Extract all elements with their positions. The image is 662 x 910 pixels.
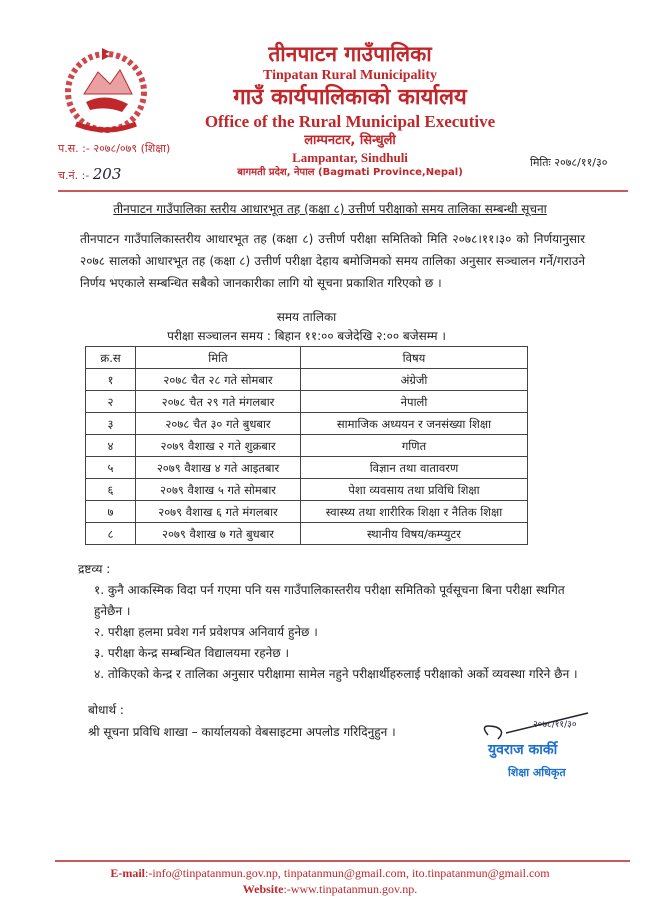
schedule-table: [85, 346, 528, 545]
subject-cell: स्थानीय विषय/कम्प्युटर: [301, 523, 528, 545]
note-item: २. परीक्षा हलमा प्रवेश गर्न प्रवेशपत्र अनिवार्य हुनेछ ।: [94, 625, 318, 639]
letterhead: [170, 42, 530, 180]
province: बागमती प्रदेश, नेपाल (Bagmati Province,Nepal): [237, 167, 463, 178]
subject-cell: विज्ञान तथा वातावरण: [301, 457, 528, 479]
footer-divider: [55, 860, 630, 862]
subject-cell: स्वास्थ्य तथा शारीरिक शिक्षा र नैतिक शिक्षा: [301, 501, 528, 523]
subject: तीनपाटन गाउँपालिका स्तरीय आधारभूत तह (कक्षा ८) उत्तीर्ण परीक्षाको समय तालिका सम्बन्धी सूचना: [113, 202, 547, 216]
table-row: [86, 391, 528, 413]
dispatch-value: 203: [92, 165, 122, 183]
date-cell: २०७८ चैत २९ गते मंगलबार: [136, 391, 301, 413]
sn-cell: ६: [86, 479, 136, 501]
date-cell: २०७९ वैशाख २ गते शुक्रबार: [136, 435, 301, 457]
schedule-title: समय तालिका: [276, 310, 337, 324]
table-row: [86, 369, 528, 391]
place-en: Lampantar, Sindhuli: [292, 150, 408, 165]
dispatch-label: च.नं. :-: [58, 169, 90, 182]
reference-number: प.स. :- २०७८/०७९ (शिक्षा): [58, 142, 171, 155]
cc-heading: बोधार्थ :: [88, 703, 124, 717]
date-cell: २०७९ वैशाख ६ गते मंगलबार: [136, 501, 301, 523]
stamp-title: शिक्षा अधिकृत: [508, 766, 566, 779]
date-cell: २०७८ चैत ३० गते बुधबार: [136, 413, 301, 435]
header-date: मिति: [136, 347, 301, 369]
table-row: [86, 479, 528, 501]
signature-date: २०७८/११/३०: [533, 720, 577, 730]
note-item: १. कुनै आकस्मिक विदा पर्न गएमा पनि यस गाउँपालिकास्तरीय परीक्षा समितिको पूर्वसूचना बिना परीक्षा स्थगित हुनेछैन ।: [94, 583, 565, 618]
table-row: [86, 501, 528, 523]
body-paragraph: तीनपाटन गाउँपालिकास्तरीय आधारभूत तह (कक्षा ८) उत्तीर्ण परीक्षा समितिको मिति २०७८।११।३० को निर्णयानुसार २०७८ सालको आधारभूत तह (कक्षा ८) उत्तीर्ण परीक्षा देहाय बमोजिमको समय तालिका अनुसार सञ्चालन गर्ने/गराउने निर्णय भएकाले सम्बन्धित सबैको जानकारीका लागि यो सूचना प्रकाशित गरिएको छ ।: [80, 232, 585, 290]
office-name-en: Office of the Rural Municipal Executive: [204, 112, 496, 131]
website-label: Website: [242, 882, 284, 896]
sn-cell: ३: [86, 413, 136, 435]
stamp-name: युवराज कार्की: [488, 742, 558, 758]
sn-cell: ५: [86, 457, 136, 479]
sn-cell: १: [86, 369, 136, 391]
header-sn: क्र.स: [86, 347, 136, 369]
cc-section: [88, 699, 468, 743]
subject-cell: गणित: [301, 435, 528, 457]
table-row: [86, 523, 528, 545]
sn-cell: ८: [86, 523, 136, 545]
notes-heading: द्रष्टव्य :: [78, 562, 111, 576]
office-name-np: गाउँ कार्यपालिकाको कार्यालय: [233, 85, 467, 110]
footer-website: [60, 882, 600, 897]
place-np: लाम्पनटार, सिन्धुली: [304, 133, 396, 148]
subject-cell: अंग्रेजी: [301, 369, 528, 391]
table-header-row: [86, 347, 528, 369]
subject-cell: सामाजिक अध्ययन र जनसंख्या शिक्षा: [301, 413, 528, 435]
note-item: ४. तोकिएको केन्द्र र तालिका अनुसार परीक्षामा सामेल नहुने परीक्षार्थीहरुलाई परीक्षाको अर्को व्यवस्था गरिने छैन ।: [94, 667, 578, 681]
municipality-name-en: Tinpatan Rural Municipality: [262, 68, 437, 83]
header-subject: विषय: [301, 347, 528, 369]
table-row: [86, 457, 528, 479]
sn-cell: ७: [86, 501, 136, 523]
signature-stamp: [478, 705, 603, 790]
municipality-name-np: तीनपाटन गाउँपालिका: [268, 42, 432, 66]
date-cell: २०७९ वैशाख ७ गते बुधबार: [136, 523, 301, 545]
cc-line: श्री सूचना प्रविधि शाखा – कार्यालयको वेबसाइटमा अपलोड गरिदिनुहुन ।: [88, 725, 396, 739]
date-cell: २०७८ चैत २८ गते सोमबार: [136, 369, 301, 391]
table-row: [86, 435, 528, 457]
schedule-time: परीक्षा सञ्चालन समय : बिहान ११:०० बजेदेखि २:०० बजेसम्म ।: [167, 329, 446, 343]
nepal-emblem-logo: [62, 44, 150, 136]
notice-body: [60, 200, 600, 743]
date-cell: २०७९ वैशाख ४ गते आइतबार: [136, 457, 301, 479]
subject-cell: पेशा व्यवसाय तथा प्रविधि शिक्षा: [301, 479, 528, 501]
sn-cell: ४: [86, 435, 136, 457]
notes-section: [78, 559, 593, 685]
footer-email: [60, 866, 600, 881]
website-value: :-www.tinpatanmun.gov.np.: [283, 882, 418, 896]
date-cell: २०७९ वैशाख ५ गते सोमबार: [136, 479, 301, 501]
header-divider: [58, 190, 628, 192]
email-value: :-info@tinpatanmun.gov.np, tinpatanmun@gmail.com, ito.tinpatanmun@gmail.com: [145, 866, 550, 880]
dispatch-number: [58, 164, 121, 186]
subject-cell: नेपाली: [301, 391, 528, 413]
table-row: [86, 413, 528, 435]
letter-date: मितिः २०७८/११/३०: [530, 156, 608, 169]
note-item: ३. परीक्षा केन्द्र सम्बन्धित विद्यालयमा रहनेछ ।: [94, 646, 290, 660]
sn-cell: २: [86, 391, 136, 413]
email-label: E-mail: [110, 866, 145, 880]
